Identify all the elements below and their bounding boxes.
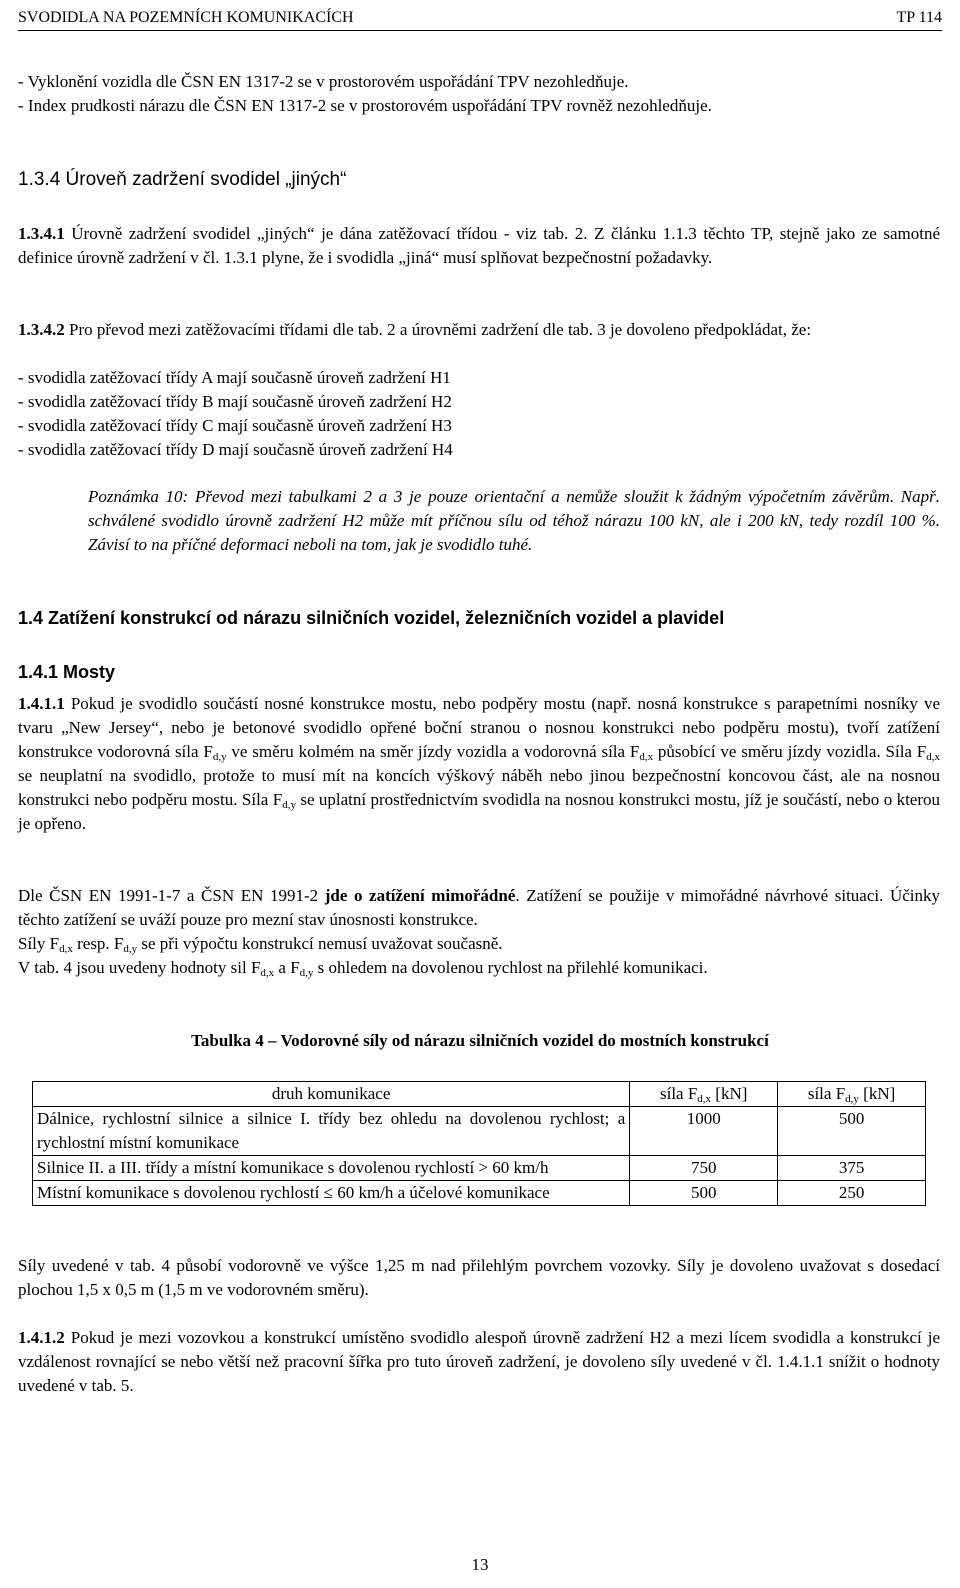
text-run: Síly F (18, 934, 60, 953)
text-run: působící ve směru jízdy vozidla. Síla F (653, 742, 927, 761)
text-run: V tab. 4 jsou uvedeny hodnoty sil F (18, 958, 261, 977)
table-4 (32, 1081, 926, 1206)
column-header-force-x (630, 1082, 778, 1107)
text-run: s ohledem na dovolenou rychlost na přilehlé komunikaci. (313, 958, 708, 977)
text-run: se při výpočtu konstrukcí nemusí uvažovat současně. (137, 934, 503, 953)
subscript: d,y (123, 943, 138, 955)
subscript: d,y (212, 751, 227, 763)
list-item: - svodidla zatěžovací třídy C mají současně úroveň zadržení H3 (18, 416, 452, 435)
header-title: SVODIDLA NA POZEMNÍCH KOMUNIKACÍCH (18, 9, 354, 26)
paragraph-number: 1.3.4.1 (18, 224, 65, 243)
subscript: d,x (697, 1093, 712, 1105)
subscript: d,y (282, 799, 296, 811)
subscript: d,y (845, 1093, 859, 1105)
section-heading-1-4: 1.4 Zatížení konstrukcí od nárazu silničních vozidel, železničních vozidel a plavidel (18, 608, 725, 628)
table-header-row (33, 1082, 926, 1107)
text-run: síla F (659, 1084, 698, 1103)
cell-force-y: 375 (778, 1156, 926, 1181)
paragraph-1-3-4-2 (18, 318, 940, 342)
paragraph-table-reference (18, 956, 940, 980)
cell-force-y: 500 (778, 1107, 926, 1156)
text-run: . Zatížení se použije v mimořádné návrhové situaci. Účinky těchto zatížení se uváží pouze pro mezní stav únosnosti konstrukce. (18, 886, 941, 929)
list-item: - svodidla zatěžovací třídy D mají současně úroveň zadržení H4 (18, 440, 453, 459)
paragraph-text: Úrovně zadržení svodidel „jiných“ je dána zatěžovací třídou - viz tab. 2. Z článku 1.1.3 těchto TP, stejně jako ze samotné definice úrovně zadržení v čl. 1.3.1 plyne, že i svodidla „jiná“ musí splňovat bezpečnostní požadavky. (18, 224, 940, 267)
text-run: [kN] (711, 1084, 748, 1103)
subscript: d,y (299, 967, 314, 979)
text-run: se neuplatní na svodidlo, protože to musí mít na koncích výškový náběh nebo jinou bezpečnostní koncovou část, ale na nosnou konstrukci nebo podpěru mostu. Síla F (18, 766, 940, 809)
subscript: d,x (59, 943, 73, 955)
header-code: TP 114 (896, 9, 942, 26)
emphasis: jde o zatížení mimořádné (324, 886, 516, 905)
subscript: d,x (926, 751, 940, 763)
intro-line-1: - Vyklonění vozidla dle ČSN EN 1317-2 se v prostorovém uspořádání TPV nezohledňuje. (18, 72, 629, 91)
note-10: Poznámka 10: Převod mezi tabulkami 2 a 3 je pouze orientační a nemůže sloužit k žádným výpočetním závěrům. Např. schválené svodidlo úrovně zadržení H2 může mít příčnou sílu od téhož nárazu 100 kN, ale i 200 kN, tedy rozdíl 100 %. Závisí to na příčné deformaci neboli na tom, jak je svodidlo tuhé. (88, 487, 940, 554)
cell-road-type: Místní komunikace s dovolenou rychlostí ≤ 60 km/h a účelové komunikace (33, 1181, 630, 1206)
text-run: [kN] (858, 1084, 896, 1103)
cell-road-type: Silnice II. a III. třídy a místní komunikace s dovolenou rychlostí > 60 km/h (33, 1156, 630, 1181)
section-heading-1-3-4: 1.3.4 Úroveň zadržení svodidel „jiných“ (18, 169, 347, 190)
table-row (33, 1181, 926, 1206)
paragraph-forces-not-simultaneous (18, 932, 940, 956)
table-row (33, 1156, 926, 1181)
list-item: - svodidla zatěžovací třídy A mají současně úroveň zadržení H1 (18, 368, 451, 387)
page-number: 13 (471, 1555, 489, 1574)
intro-line-2: - Index prudkosti nárazu dle ČSN EN 1317-2 se v prostorovém uspořádání TPV rovněž nezohledňuje. (18, 96, 712, 115)
text-run: resp. F (72, 934, 124, 953)
column-header-force-y (778, 1082, 926, 1107)
load-class-list (18, 366, 940, 462)
subscript: d,x (260, 967, 275, 979)
page-header (18, 4, 942, 31)
cell-force-x: 500 (630, 1181, 778, 1206)
paragraph-1-4-1-2 (18, 1326, 940, 1398)
paragraph-force-application: Síly uvedené v tab. 4 působí vodorovně ve výšce 1,25 m nad přilehlým povrchem vozovky. Síly je dovoleno uvažovat s dosedací plochou 1,5 x 0,5 m (1,5 m ve vodorovném směru). (18, 1256, 940, 1299)
text-run: a F (274, 958, 300, 977)
table-row (33, 1107, 926, 1156)
text-run: Pokud je svodidlo součástí nosné konstrukce mostu, nebo podpěry mostu (např. nosná konstrukce s parapetními nosníky ve tvaru „New Jersey“, nebo je betonové svodidlo opřené boční stranou o nosnou konstrukci nebo podpěru mostu), tvoří zatížení konstrukce vodorovná síla F (18, 694, 940, 761)
cell-force-x: 1000 (630, 1107, 778, 1156)
list-item: - svodidla zatěžovací třídy B mají současně úroveň zadržení H2 (18, 392, 452, 411)
cell-force-y: 250 (778, 1181, 926, 1206)
text-run: se uplatní prostřednictvím svodidla na nosnou konstrukci mostu, jíž je součástí, nebo o kterou je opřeno. (18, 790, 941, 833)
text-run: Dle ČSN EN 1991-1-7 a ČSN EN 1991-2 (18, 886, 325, 905)
paragraph-text: Pro převod mezi zatěžovacími třídami dle tab. 2 a úrovněmi zadržení dle tab. 3 je dovoleno předpokládat, že: (64, 320, 812, 339)
cell-road-type: Dálnice, rychlostní silnice a silnice I. třídy bez ohledu na dovolenou rychlost; a rychlostní místní komunikace (33, 1107, 630, 1156)
paragraph-number: 1.4.1.2 (18, 1328, 65, 1347)
paragraph-eurocode (18, 884, 940, 932)
paragraph-1-4-1-1 (18, 692, 940, 836)
column-header-road-type: druh komunikace (33, 1082, 630, 1107)
section-heading-1-4-1: 1.4.1 Mosty (18, 662, 116, 682)
subscript: d,x (639, 751, 654, 763)
text-run: síla F (807, 1084, 846, 1103)
paragraph-text: Pokud je mezi vozovkou a konstrukcí umístěno svodidlo alespoň úrovně zadržení H2 a mezi lícem svodidla a konstrukcí je vzdálenost rovnající se nebo větší než pracovní šířka pro tuto úroveň zadržení, je dovoleno síly uvedené v čl. 1.4.1.1 snížit o hodnoty uvedené v tab. 5. (18, 1328, 940, 1395)
text-run: ve směru kolmém na směr jízdy vozidla a vodorovná síla F (226, 742, 640, 761)
paragraph-number: 1.3.4.2 (18, 320, 65, 339)
paragraph-1-3-4-1 (18, 222, 940, 270)
table-4-caption: Tabulka 4 – Vodorovné síly od nárazu silničních vozidel do mostních konstrukcí (191, 1031, 769, 1050)
paragraph-number: 1.4.1.1 (18, 694, 65, 713)
cell-force-x: 750 (630, 1156, 778, 1181)
